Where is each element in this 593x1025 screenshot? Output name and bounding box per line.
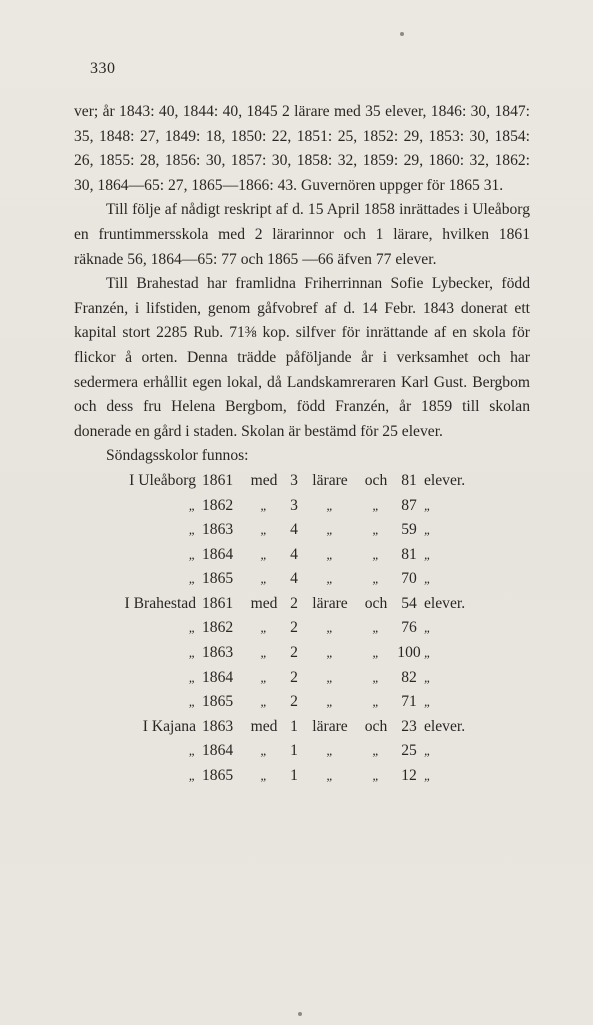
larare-cell: lärare [312,471,348,489]
teachers-count-cell: 4 [290,545,298,563]
teachers-count-cell: 1 [290,717,298,735]
larare-cell: „ [326,546,334,562]
table-row [74,641,474,666]
larare-cell: „ [326,669,334,685]
paper-blemish [298,1012,302,1016]
och-cell: „ [372,497,380,513]
elever-cell: „ [424,522,432,538]
elever-cell: „ [424,743,432,759]
teachers-count-cell: 2 [290,644,298,662]
larare-cell: „ [326,571,334,587]
med-cell: „ [260,743,268,759]
med-cell: med [250,594,278,612]
students-count-cell: 59 [401,521,417,539]
table-row [74,592,474,617]
table-row [74,739,474,764]
year-cell: 1862 [202,496,234,514]
teachers-count-cell: 2 [290,693,298,711]
elever-cell: „ [424,669,432,685]
paragraph-3: Till Brahestad har framlidna Friherrinnan Sofie Lybecker, född Franzén, i lifstiden, genom gåfvobref af d. 14 Febr. 1843 donerat ett kapital stort 2285 Rub. 71⅜ kop. silfver för inrättande af en skola för flickor å orten. Denna trädde påföljande år i verksamhet och har sedermera erhållit egen lokal, då Landskamreraren Karl Gust. Bergbom och dess fru Helena Bergbom, född Franzén, år 1859 till skolan donerade en gård i staden. Skolan är bestämd för 25 elever. [74,275,530,440]
elever-cell: elever. [424,594,466,612]
students-count-cell: 70 [401,570,417,588]
med-cell: med [250,717,278,735]
teachers-count-cell: 1 [290,767,298,785]
students-count-cell: 76 [401,619,417,637]
med-cell: „ [260,522,268,538]
town-cell: „ [188,620,196,636]
och-cell: och [364,594,388,612]
table-row [74,690,474,715]
students-count-cell: 25 [401,742,417,760]
och-cell: „ [372,768,380,784]
och-cell: och [364,717,388,735]
table-row [74,518,474,543]
page-body [74,100,530,789]
students-count-cell: 81 [401,471,417,489]
elever-cell: „ [424,620,432,636]
year-cell: 1864 [202,668,234,686]
larare-cell: „ [326,620,334,636]
students-count-cell: 54 [401,594,417,612]
sunday-schools-heading: Söndagsskolor funnos: [106,447,249,465]
och-cell: „ [372,546,380,562]
students-count-cell: 100 [397,644,421,662]
town-cell: I Uleåborg [129,471,196,489]
med-cell: med [250,471,278,489]
med-cell: „ [260,497,268,513]
och-cell: „ [372,669,380,685]
year-cell: 1863 [202,521,234,539]
teachers-count-cell: 4 [290,521,298,539]
med-cell: „ [260,694,268,710]
students-count-cell: 82 [401,668,417,686]
year-cell: 1861 [202,471,234,489]
larare-cell: lärare [312,594,348,612]
elever-cell: „ [424,768,432,784]
town-cell: „ [188,546,196,562]
town-cell: I Brahestad [124,594,196,612]
elever-cell: „ [424,546,432,562]
teachers-count-cell: 3 [290,471,298,489]
och-cell: „ [372,571,380,587]
table-row [74,494,474,519]
med-cell: „ [260,645,268,661]
larare-cell: „ [326,768,334,784]
year-cell: 1865 [202,767,234,785]
table-row [74,469,474,494]
table-row [74,764,474,789]
med-cell: „ [260,546,268,562]
town-cell: „ [188,497,196,513]
och-cell: „ [372,522,380,538]
larare-cell: „ [326,645,334,661]
town-cell: I Kajana [142,717,196,735]
med-cell: „ [260,768,268,784]
students-count-cell: 87 [401,496,417,514]
och-cell: „ [372,694,380,710]
med-cell: „ [260,669,268,685]
town-cell: „ [188,522,196,538]
town-cell: „ [188,694,196,710]
year-cell: 1864 [202,742,234,760]
table-row [74,616,474,641]
students-count-cell: 12 [401,767,417,785]
town-cell: „ [188,743,196,759]
students-count-cell: 81 [401,545,417,563]
year-cell: 1864 [202,545,234,563]
page-number: 330 [90,60,116,77]
year-cell: 1861 [202,594,234,612]
year-cell: 1862 [202,619,234,637]
town-cell: „ [188,768,196,784]
table-row [74,715,474,740]
year-cell: 1865 [202,570,234,588]
och-cell: „ [372,743,380,759]
med-cell: „ [260,620,268,636]
elever-cell: elever. [424,471,466,489]
elever-cell: „ [424,497,432,513]
table-row [74,666,474,691]
larare-cell: „ [326,497,334,513]
year-cell: 1863 [202,717,234,735]
paper-blemish [400,32,404,36]
students-count-cell: 23 [401,717,417,735]
med-cell: „ [260,571,268,587]
och-cell: „ [372,645,380,661]
paragraph-1: ver; år 1843: 40, 1844: 40, 1845 2 lärare med 35 elever, 1846: 30, 1847: 35, 1848: 27, 1849: 18, 1850: 22, 1851: 25, 1852: 29, 1853: 30, 1854: 26, 1855: 28, 1856: 30, 1857: 30, 1858: 32, 1859: 29, 1860: 32, 1862: 30, 1864—65: 27, 1865—1866: 43. Guvernören uppger för 1865 31. [74,103,530,194]
town-cell: „ [188,571,196,587]
teachers-count-cell: 2 [290,668,298,686]
larare-cell: „ [326,743,334,759]
teachers-count-cell: 2 [290,594,298,612]
elever-cell: elever. [424,717,466,735]
paragraph-2: Till följe af nådigt reskript af d. 15 April 1858 inrättades i Uleåborg en fruntimmersskola med 2 lärarinnor och 1 lärare, hvilken 1861 räknade 56, 1864—65: 77 och 1865 —66 äfven 77 elever. [74,201,530,268]
teachers-count-cell: 1 [290,742,298,760]
larare-cell: „ [326,694,334,710]
och-cell: och [364,471,388,489]
larare-cell: lärare [312,717,348,735]
table-row [74,543,474,568]
town-cell: „ [188,669,196,685]
year-cell: 1863 [202,644,234,662]
teachers-count-cell: 3 [290,496,298,514]
town-cell: „ [188,645,196,661]
table-row [74,567,474,592]
larare-cell: „ [326,522,334,538]
och-cell: „ [372,620,380,636]
elever-cell: „ [424,645,432,661]
teachers-count-cell: 2 [290,619,298,637]
teachers-count-cell: 4 [290,570,298,588]
elever-cell: „ [424,571,432,587]
elever-cell: „ [424,694,432,710]
students-count-cell: 71 [401,693,417,711]
sunday-schools-table [74,469,474,789]
year-cell: 1865 [202,693,234,711]
